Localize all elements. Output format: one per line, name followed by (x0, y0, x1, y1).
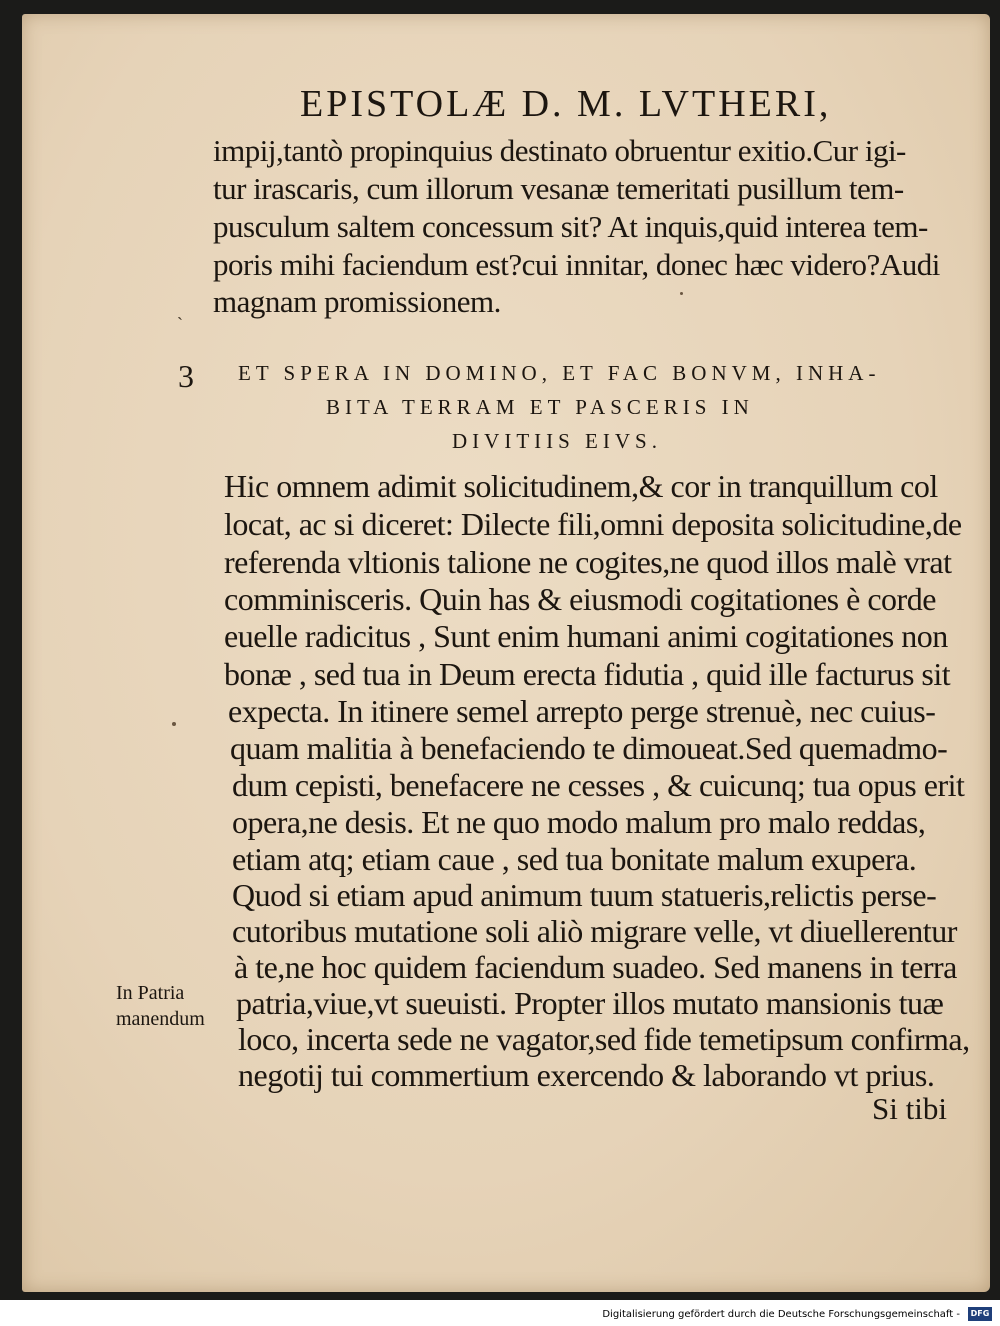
text-line: euelle radicitus , Sunt enim humani animi cogitationes non (224, 618, 948, 654)
text-line: tur irascaris, cum illorum vesanæ temeritati pusillum tem- (213, 171, 904, 206)
text-line: loco, incerta sede ne vagator,sed fide temetipsum confirma, (238, 1021, 970, 1057)
text-line: referenda vltionis talione ne cogites,ne quod illos malè vrat (224, 544, 952, 580)
text-line: locat, ac si diceret: Dilecte fili,omni deposita solicitudine,de (224, 506, 962, 542)
text-line: impij,tantò propinquius destinato obruentur exitio.Cur igi- (213, 133, 906, 168)
catchword: Si tibi (872, 1091, 947, 1126)
verse-line: DIVITIIS EIVS. (452, 429, 662, 453)
running-head: EPISTOLÆ D. M. LVTHERI, (300, 83, 832, 125)
margin-note-line: In Patria (116, 982, 185, 1004)
text-line: opera,ne desis. Et ne quo modo malum pro malo reddas, (232, 804, 926, 840)
dfg-logo: DFG (968, 1307, 992, 1321)
margin-mark: ˏ (177, 300, 183, 320)
verse-line: BITA TERRAM ET PASCERIS IN (326, 395, 754, 419)
margin-note (116, 980, 236, 1032)
verse-number: 3 (178, 358, 194, 394)
text-line: etiam atq; etiam caue , sed tua bonitate malum exupera. (232, 841, 917, 877)
margin-note-line: manendum (116, 1008, 205, 1030)
text-line: patria,viue,vt sueuisti. Propter illos mutato mansionis tuæ (236, 985, 944, 1021)
text-line: Hic omnem adimit solicitudinem,& cor in tranquillum col (224, 468, 938, 504)
text-line: à te,ne hoc quidem faciendum suadeo. Sed manens in terra (234, 949, 957, 985)
text-line: pusculum saltem concessum sit? At inquis,quid interea tem- (213, 209, 928, 244)
text-line: expecta. In itinere semel arrepto perge strenuè, nec cuius- (228, 693, 936, 729)
text-line: dum cepisti, benefacere ne cesses , & cuicunq; tua opus erit (232, 767, 965, 803)
text-line: poris mihi faciendum est?cui innitar, donec hæc videro?Audi (213, 247, 940, 282)
funding-credit: Digitalisierung gefördert durch die Deutsche Forschungsgemeinschaft - (602, 1309, 960, 1320)
ink-speck (680, 292, 683, 295)
text-line: bonæ , sed tua in Deum erecta fidutia , quid ille facturus sit (224, 656, 951, 692)
ink-speck (172, 722, 176, 726)
verse-line: ET SPERA IN DOMINO, ET FAC BONVM, INHA- (238, 361, 881, 385)
text-line: comminisceris. Quin has & eiusmodi cogitationes è corde (224, 581, 936, 617)
text-line: Quod si etiam apud animum tuum statueris,relictis perse- (232, 877, 937, 913)
text-line: cutoribus mutatione soli aliò migrare velle, vt diuellerentur (232, 913, 957, 949)
text-line: magnam promissionem. (213, 284, 501, 319)
text-line: quam malitia à benefaciendo te dimoueat.Sed quemadmo- (230, 730, 948, 766)
text-line: negotij tui commertium exercendo & laborando vt prius. (238, 1057, 935, 1093)
